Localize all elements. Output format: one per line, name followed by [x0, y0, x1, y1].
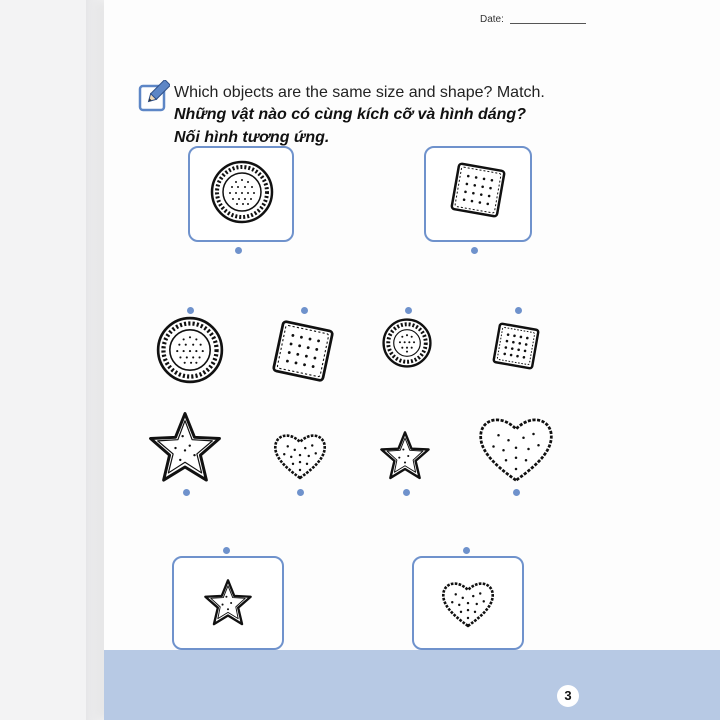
question-english: Which objects are the same size and shape? Match. [174, 84, 545, 101]
bottom-frame-heart-cookie [412, 556, 524, 650]
match-dot[interactable] [223, 547, 230, 554]
square-cracker-small-icon [490, 320, 542, 372]
match-dot[interactable] [301, 307, 308, 314]
top-frame-square-cracker [424, 146, 532, 242]
heart-cookie-icon [440, 578, 496, 630]
match-dot[interactable] [463, 547, 470, 554]
star-cookie-small-icon [378, 430, 432, 482]
bottom-frame-star-cookie [172, 556, 284, 650]
round-biscuit-small-icon [382, 318, 432, 368]
question-vietnamese-line1: Những vật nào có cùng kích cỡ và hình dáng? [174, 106, 526, 123]
match-dot[interactable] [183, 489, 190, 496]
heart-cookie-large-icon [476, 412, 556, 486]
page-number: 3 [557, 685, 579, 707]
match-dot[interactable] [471, 247, 478, 254]
match-dot[interactable] [235, 247, 242, 254]
date-label: Date: [480, 14, 504, 25]
question-vietnamese-line2: Nối hình tương ứng. [174, 129, 330, 146]
top-frame-round-biscuit [188, 146, 294, 242]
heart-cookie-small-icon [272, 430, 328, 482]
match-dot[interactable] [515, 307, 522, 314]
match-dot[interactable] [403, 489, 410, 496]
round-biscuit-icon [210, 160, 274, 224]
square-cracker-large-icon [268, 316, 338, 386]
match-dot[interactable] [297, 489, 304, 496]
match-dot[interactable] [187, 307, 194, 314]
round-biscuit-large-icon [156, 316, 224, 384]
star-cookie-icon [202, 578, 254, 628]
pencil-icon [138, 80, 170, 112]
square-cracker-icon [446, 158, 510, 222]
date-write-line[interactable] [510, 23, 586, 24]
match-dot[interactable] [513, 489, 520, 496]
match-dot[interactable] [405, 307, 412, 314]
footer-band [104, 650, 720, 720]
star-cookie-large-icon [146, 410, 224, 486]
